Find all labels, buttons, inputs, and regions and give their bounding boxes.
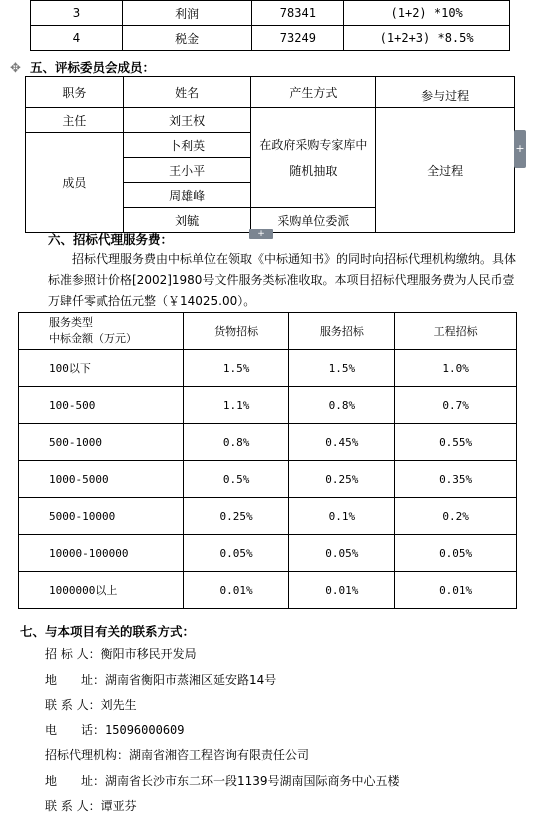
fee-engineering: 0.05% — [395, 535, 517, 572]
contact-value: 谭亚芬 — [100, 799, 137, 813]
table-row — [31, 26, 510, 51]
fee-goods: 0.25% — [183, 498, 289, 535]
table-add-row-tab[interactable]: + — [249, 229, 273, 239]
duty-director: 主任 — [26, 108, 124, 133]
contact-line — [45, 696, 137, 713]
table-row — [19, 350, 517, 387]
contact-value: 湖南省湘咨工程咨询有限责任公司 — [129, 748, 310, 762]
contact-line — [45, 671, 276, 688]
contact-value: 湖南省长沙市东二环一段1139号湖南国际商务中心五楼 — [105, 774, 400, 788]
fee-engineering: 1.0% — [395, 350, 517, 387]
fee-service: 0.05% — [289, 535, 395, 572]
fee-service: 0.1% — [289, 498, 395, 535]
header-service-type — [19, 313, 184, 350]
contact-label: 联 系 人： — [45, 799, 101, 813]
row-formula: (1+2) *10% — [344, 1, 510, 26]
contact-label: 地 址： — [45, 774, 106, 788]
contact-label: 联 系 人： — [45, 698, 101, 712]
header-engineering: 工程招标 — [395, 313, 517, 350]
fee-goods: 0.8% — [183, 424, 289, 461]
fee-goods: 0.01% — [183, 572, 289, 609]
fee-goods: 1.1% — [183, 387, 289, 424]
table-row — [31, 1, 510, 26]
contact-value: 衡阳市移民开发局 — [100, 647, 197, 661]
table-row — [19, 572, 517, 609]
header-goods: 货物招标 — [183, 313, 289, 350]
contact-line — [45, 645, 197, 662]
contact-value: 刘先生 — [100, 698, 137, 712]
member-name: 周雄峰 — [123, 183, 251, 208]
row-item: 利润 — [122, 1, 252, 26]
method-buyer: 采购单位委派 — [251, 208, 376, 233]
fee-range: 5000-10000 — [19, 498, 184, 535]
fee-range: 100以下 — [19, 350, 184, 387]
header-service-type-line1: 服务类型 — [49, 316, 93, 329]
fee-service: 0.01% — [289, 572, 395, 609]
process-value: 全过程 — [376, 108, 515, 233]
method-expert — [251, 108, 376, 208]
section-7-heading: 七、与本项目有关的联系方式： — [20, 624, 196, 639]
contact-label: 招 标 人： — [45, 647, 101, 661]
fee-goods: 0.5% — [183, 461, 289, 498]
duty-member: 成员 — [26, 133, 124, 233]
header-duty: 职务 — [26, 77, 124, 108]
section-6-heading: 六、招标代理服务费： — [48, 232, 174, 247]
member-name: 王小平 — [123, 158, 251, 183]
header-process: 参与过程 — [376, 77, 515, 108]
table-row — [19, 387, 517, 424]
fee-range: 500-1000 — [19, 424, 184, 461]
method-expert-text: 在政府采购专家库中随机抽取 — [259, 137, 368, 178]
contact-value: 湖南省衡阳市蒸湘区延安路14号 — [105, 673, 277, 687]
fee-range: 1000-5000 — [19, 461, 184, 498]
section-5-heading: 五、评标委员会成员： — [30, 60, 156, 75]
header-method: 产生方式 — [251, 77, 376, 108]
table-row — [26, 108, 515, 133]
row-number: 4 — [31, 26, 123, 51]
member-name: 卜利英 — [123, 133, 251, 158]
contact-label: 地 址： — [45, 673, 106, 687]
row-formula: (1+2+3) *8.5% — [344, 26, 510, 51]
fee-range: 10000-100000 — [19, 535, 184, 572]
table-move-handle-icon[interactable]: ✥ — [10, 61, 21, 76]
fee-engineering: 0.7% — [395, 387, 517, 424]
contact-line — [45, 721, 185, 738]
fee-engineering: 0.2% — [395, 498, 517, 535]
table-row — [19, 498, 517, 535]
table-add-column-tab[interactable]: + — [514, 130, 526, 168]
fee-service: 1.5% — [289, 350, 395, 387]
member-name: 刘毓 — [123, 208, 251, 233]
header-service-type-line2: 中标金额（万元） — [49, 332, 137, 345]
header-name: 姓名 — [123, 77, 251, 108]
contact-value: 15096000609 — [105, 723, 185, 737]
fee-goods: 1.5% — [183, 350, 289, 387]
contact-line — [45, 746, 309, 763]
fee-engineering: 0.55% — [395, 424, 517, 461]
fee-range: 100-500 — [19, 387, 184, 424]
row-number: 3 — [31, 1, 123, 26]
committee-table — [25, 76, 515, 233]
contact-line — [45, 797, 137, 814]
fee-rate-table — [18, 312, 517, 609]
fee-engineering: 0.35% — [395, 461, 517, 498]
table-row — [19, 424, 517, 461]
fee-engineering: 0.01% — [395, 572, 517, 609]
contact-label: 电 话： — [45, 723, 106, 737]
table-row — [19, 461, 517, 498]
fee-service: 0.45% — [289, 424, 395, 461]
row-item: 税金 — [122, 26, 252, 51]
member-name: 刘王权 — [123, 108, 251, 133]
fee-paragraph: 招标代理服务费由中标单位在领取《中标通知书》的同时向招标代理机构缴纳。具体标准参照计价格[2002]1980号文件服务类标准收取。本项目招标代理服务费为人民币壹万肆仟零贰拾伍元整（￥14025.00）。 — [48, 252, 517, 308]
fee-range: 1000000以上 — [19, 572, 184, 609]
fee-service: 0.8% — [289, 387, 395, 424]
table-row — [19, 535, 517, 572]
contact-line — [45, 772, 400, 789]
fee-service: 0.25% — [289, 461, 395, 498]
row-value: 78341 — [252, 1, 344, 26]
contact-label: 招标代理机构： — [45, 748, 130, 762]
row-value: 73249 — [252, 26, 344, 51]
cost-table-fragment — [30, 0, 510, 51]
table-header-row — [26, 77, 515, 108]
fee-goods: 0.05% — [183, 535, 289, 572]
table-header-row — [19, 313, 517, 350]
header-service: 服务招标 — [289, 313, 395, 350]
